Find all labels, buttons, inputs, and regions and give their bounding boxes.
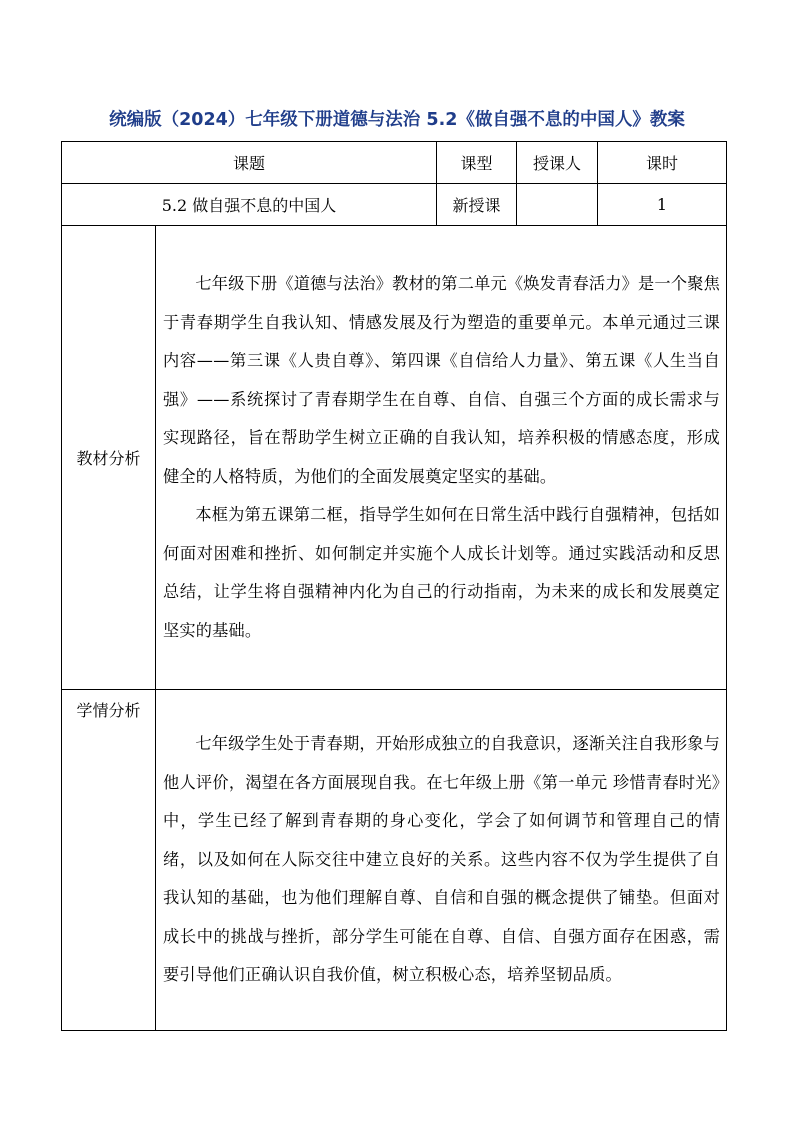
student-analysis-body <box>156 690 727 1031</box>
table-header-row <box>62 142 727 184</box>
textbook-analysis-body <box>156 226 727 690</box>
header-teacher: 授课人 <box>517 142 598 184</box>
info-topic: 5.2 做自强不息的中国人 <box>62 184 437 226</box>
table-info-row <box>62 184 727 226</box>
header-hours: 课时 <box>598 142 727 184</box>
info-type: 新授课 <box>437 184 517 226</box>
textbook-analysis-label: 教材分析 <box>62 226 156 690</box>
info-teacher <box>517 184 598 226</box>
header-topic: 课题 <box>62 142 437 184</box>
student-analysis-label: 学情分析 <box>62 690 156 1031</box>
document-title: 统编版（2024）七年级下册道德与法治 5.2《做自强不息的中国人》教案 <box>109 110 685 130</box>
textbook-analysis-paragraph: 七年级下册《道德与法治》教材的第二单元《焕发青春活力》是一个聚焦于青春期学生自我认知、情感发展及行为塑造的重要单元。本单元通过三课内容——第三课《人贵自尊》、第四课《自信给人力量》、第五课《人生当自强》——系统探讨了青春期学生在自尊、自信、自强三个方面的成长需求与实现路径，旨在帮助学生树立正确的自我认知，培养积极的情感态度，形成健全的人格特质，为他们的全面发展奠定坚实的基础。 <box>163 274 721 486</box>
header-type: 课型 <box>437 142 517 184</box>
textbook-analysis-row <box>62 226 727 690</box>
student-analysis-row <box>62 690 727 1031</box>
student-analysis-paragraph: 七年级学生处于青春期，开始形成独立的自我意识，逐渐关注自我形象与他人评价，渴望在各方面展现自我。在七年级上册《第一单元 珍惜青春时光》中，学生已经了解到青春期的身心变化，学会了如何调节和管理自己的情绪，以及如何在人际交往中建立良好的关系。这些内容不仅为学生提供了自我认知的基础，也为他们理解自尊、自信和自强的概念提供了铺垫。但面对成长中的挑战与挫折，部分学生可能在自尊、自信、自强方面存在困惑，需要引导他们正确认识自我价值，树立积极心态，培养坚韧品质。 <box>163 734 721 985</box>
info-hours: 1 <box>598 184 727 226</box>
textbook-analysis-paragraph: 本框为第五课第二框，指导学生如何在日常生活中践行自强精神，包括如何面对困难和挫折、如何制定并实施个人成长计划等。通过实践活动和反思总结，让学生将自强精神内化为自己的行动指南，为未来的成长和发展奠定坚实的基础。 <box>163 505 721 640</box>
lesson-plan-table <box>61 141 727 1031</box>
